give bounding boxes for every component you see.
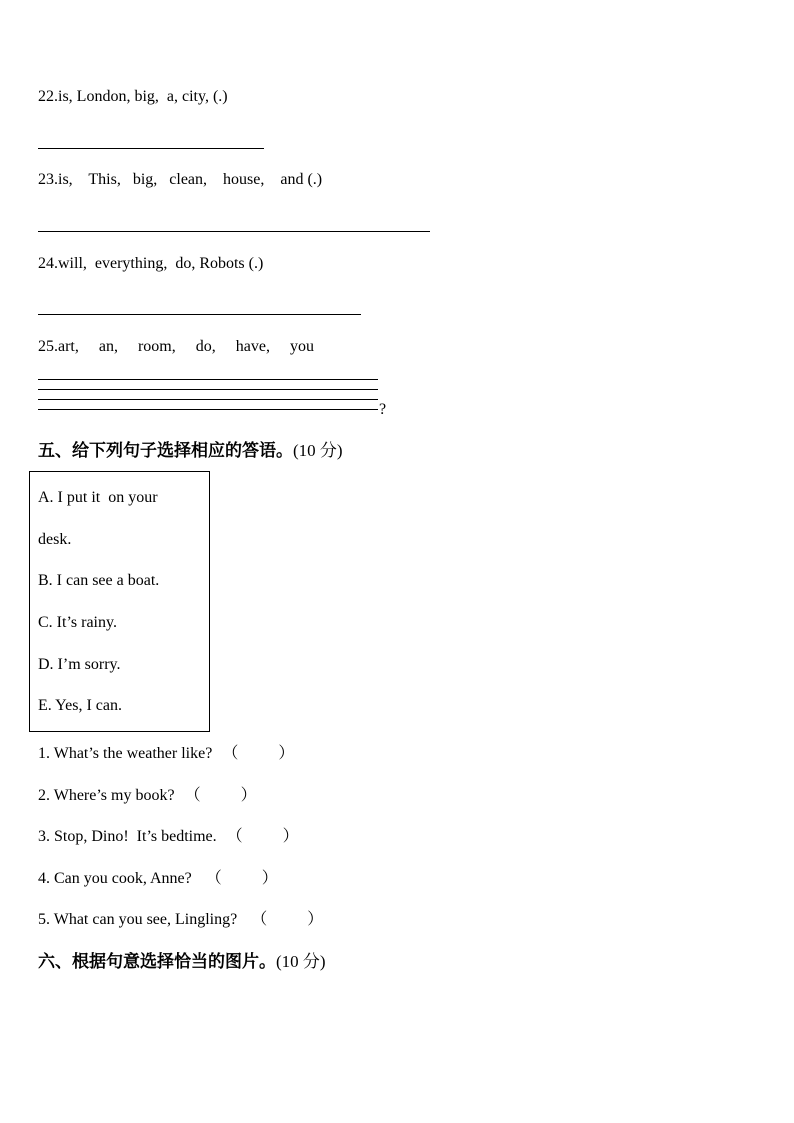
- option-b: B. I can see a boat.: [38, 572, 160, 589]
- answer-line-25c[interactable]: [38, 399, 378, 400]
- question-mark: ?: [379, 401, 387, 418]
- question-text: 4. Can you cook, Anne?: [38, 870, 192, 887]
- answer-blank[interactable]: （ ）: [251, 911, 324, 928]
- sentence-23: [38, 170, 322, 190]
- sentence-22: [38, 87, 228, 107]
- question-5: [38, 910, 323, 930]
- section-5-score: (10 分): [293, 441, 343, 460]
- sentence-words: is, This, big, clean, house, and (.): [58, 171, 323, 188]
- question-text: 1. What’s the weather like?: [38, 745, 213, 762]
- section-6-heading: [38, 951, 326, 973]
- answer-blank[interactable]: （ ）: [205, 870, 278, 887]
- sentence-number: 23.: [38, 171, 58, 188]
- option-c: C. It’s rainy.: [38, 614, 117, 631]
- question-text: 3. Stop, Dino! It’s bedtime.: [38, 828, 217, 845]
- section-5-heading: [38, 440, 343, 462]
- option-a-cont: desk.: [38, 531, 72, 548]
- question-text: 2. Where’s my book?: [38, 787, 175, 804]
- answer-line-24[interactable]: [38, 314, 361, 315]
- answer-blank[interactable]: （ ）: [226, 828, 299, 845]
- sentence-number: 24.: [38, 255, 58, 272]
- question-1: [38, 744, 294, 764]
- option-d: D. I’m sorry.: [38, 656, 121, 673]
- answer-blank[interactable]: （ ）: [222, 745, 295, 762]
- answer-blank[interactable]: （ ）: [184, 787, 257, 804]
- section-6-title: 六、根据句意选择恰当的图片。: [38, 952, 276, 972]
- answer-line-23[interactable]: [38, 231, 430, 232]
- answer-line-25a[interactable]: [38, 379, 378, 380]
- question-4: [38, 869, 278, 889]
- section-6-score: (10 分): [276, 952, 326, 971]
- sentence-words: will, everything, do, Robots (.): [58, 255, 264, 272]
- question-2: [38, 786, 257, 806]
- section-5-title: 五、给下列句子选择相应的答语。: [38, 441, 293, 461]
- question-3: [38, 827, 299, 847]
- answer-line-25b[interactable]: [38, 389, 378, 390]
- sentence-number: 25.: [38, 338, 58, 355]
- answer-line-22[interactable]: [38, 148, 264, 149]
- sentence-words: art, an, room, do, have, you: [58, 338, 314, 355]
- options-box: [29, 471, 210, 732]
- sentence-words: is, London, big, a, city, (.): [58, 88, 228, 105]
- question-text: 5. What can you see, Lingling?: [38, 911, 238, 928]
- sentence-25: [38, 337, 314, 357]
- option-a: A. I put it on your: [38, 489, 158, 506]
- option-e: E. Yes, I can.: [38, 697, 122, 714]
- answer-line-25d[interactable]: [38, 409, 378, 410]
- sentence-24: [38, 254, 263, 274]
- sentence-number: 22.: [38, 88, 58, 105]
